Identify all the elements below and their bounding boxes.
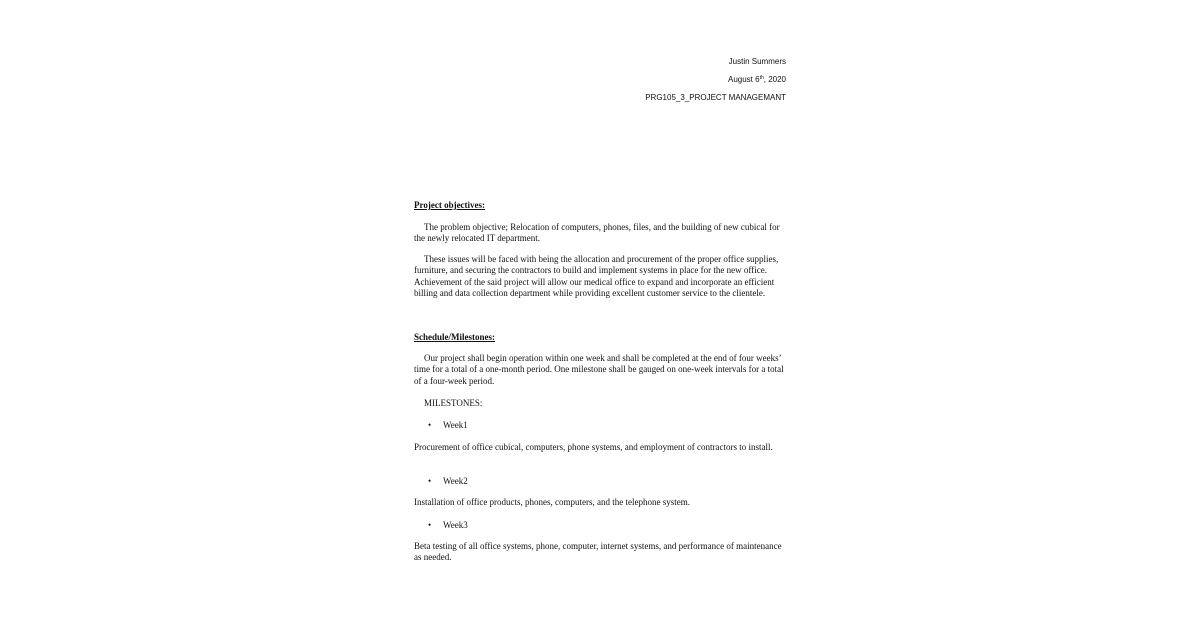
week-label: Week3: [443, 520, 468, 530]
schedule-paragraph: Our project shall begin operation within one week and shall be completed at the end of four weeks’ time for a total of a one-month period. One milestone shall be gauged on one-week intervals for a total of a four-week period.: [414, 353, 784, 386]
milestones-label: MILESTONES:: [424, 398, 483, 408]
week-label: Week1: [443, 420, 468, 430]
date-year: , 2020: [763, 75, 786, 84]
date-main: August 6: [728, 75, 760, 84]
schedule-heading: Schedule/Milestones:: [414, 332, 495, 342]
milestone-week-1: [428, 420, 468, 431]
objectives-paragraph-1: The problem objective; Relocation of computers, phones, files, and the building of new cubical for the newly relocated IT department.: [414, 222, 780, 244]
schedule-paragraph-block: [414, 353, 786, 387]
objectives-heading: Project objectives:: [414, 200, 486, 210]
date-superscript: th: [759, 75, 764, 81]
course-title: PRG105_3_PROJECT MANAGEMANT: [645, 93, 786, 102]
objectives-paragraph-2-block: [414, 254, 786, 299]
week-label: Week2: [443, 476, 468, 486]
week-3-description-block: [414, 541, 786, 564]
bullet-icon: •: [428, 420, 432, 430]
week-1-description-block: [414, 442, 786, 453]
schedule-heading-block: [414, 332, 786, 343]
week-2-description: Installation of office products, phones, computers, and the telephone system.: [414, 497, 691, 507]
objectives-paragraph-2: These issues will be faced with being the allocation and procurement of the proper office supplies, furniture, and securing the contractors to build and implement systems in place for the new office. Achievement of the said project will allow our medical office to expand and incorporate an efficient billing and data collection department while providing excellent customer service to the clientele.: [414, 254, 779, 298]
milestone-week-3: [428, 520, 468, 531]
objectives-paragraph-1-block: [414, 222, 786, 245]
author-name: Justin Summers: [728, 57, 786, 66]
week-1-description: Procurement of office cubical, computers, phone systems, and employment of contractors to install.: [414, 442, 773, 452]
week-2-description-block: [414, 497, 786, 508]
objectives-heading-block: [414, 200, 786, 211]
bullet-icon: •: [428, 520, 432, 530]
milestones-label-block: [414, 398, 786, 409]
week-3-description: Beta testing of all office systems, phone, computer, internet systems, and performance of maintenance as needed.: [414, 541, 782, 563]
milestone-week-2: [428, 476, 468, 487]
document-date: [728, 75, 786, 85]
bullet-icon: •: [428, 476, 432, 486]
